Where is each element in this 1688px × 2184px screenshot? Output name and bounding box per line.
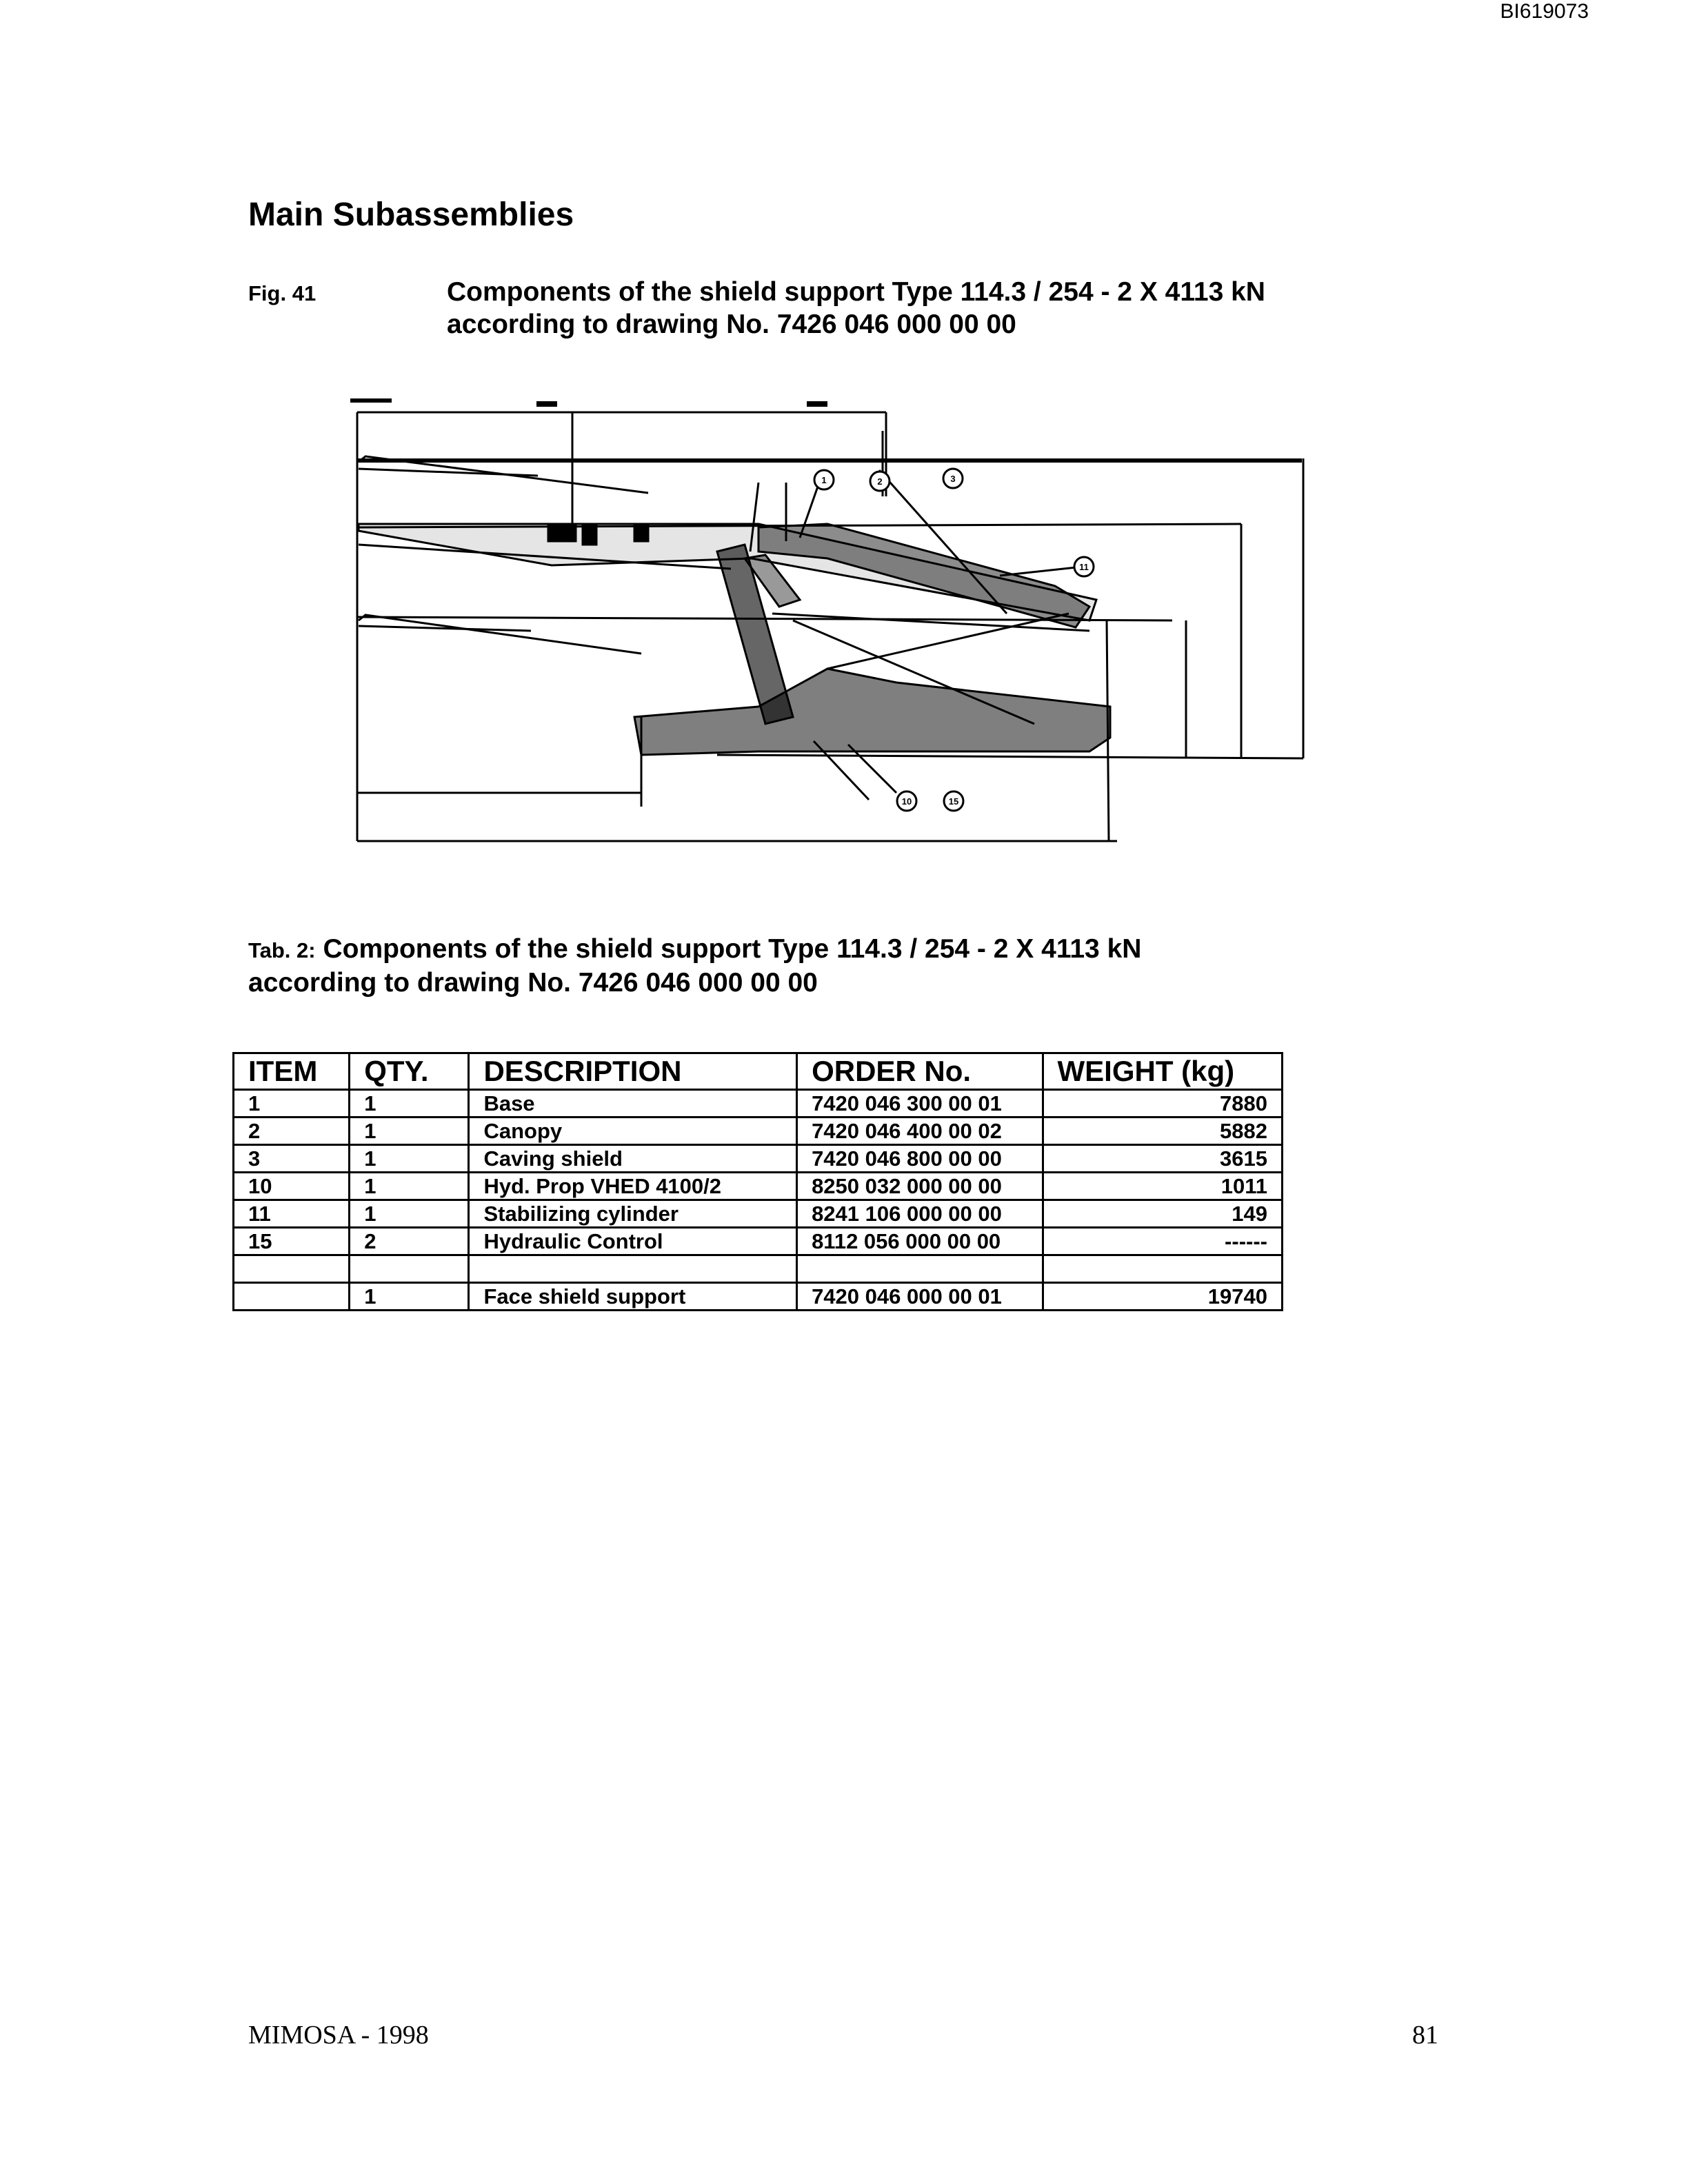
- cell-qty: 1: [350, 1090, 469, 1118]
- page-number: 81: [1412, 2021, 1438, 2050]
- table-row: [234, 1200, 1283, 1228]
- cell-item: [234, 1255, 350, 1283]
- cell-description: Face shield support: [469, 1283, 797, 1311]
- callout-11-label: 11: [1079, 562, 1089, 572]
- cell-description: [469, 1255, 797, 1283]
- table-row: [234, 1173, 1283, 1200]
- base-front-taper: [359, 615, 641, 654]
- table-row: [234, 1118, 1283, 1145]
- figure-caption-line-2: according to drawing No. 7426 046 000 00 00: [447, 310, 1016, 339]
- header-weight: WEIGHT (kg): [1043, 1053, 1282, 1090]
- header-item: ITEM: [234, 1053, 350, 1090]
- cell-item: 11: [234, 1200, 350, 1228]
- cell-qty: 1: [350, 1173, 469, 1200]
- callout-3-label: 3: [950, 474, 956, 484]
- table-row: [234, 1228, 1283, 1255]
- header-order-no: ORDER No.: [797, 1053, 1043, 1090]
- table-caption: [248, 933, 1141, 999]
- cell-item: 1: [234, 1090, 350, 1118]
- table-row-total: [234, 1283, 1283, 1311]
- cell-weight: 1011: [1043, 1173, 1282, 1200]
- floor-line: [717, 755, 1303, 758]
- cell-order-no: 7420 046 300 00 01: [797, 1090, 1043, 1118]
- table-caption-line-1: [248, 933, 1141, 967]
- cell-item: 2: [234, 1118, 350, 1145]
- dimension-label-mark: [350, 398, 392, 403]
- dimension-label-mark: [536, 401, 557, 407]
- dimension-label-mark: [807, 401, 827, 407]
- cell-qty: 1: [350, 1200, 469, 1228]
- cell-qty: 1: [350, 1283, 469, 1311]
- cell-item: 3: [234, 1145, 350, 1173]
- table-row: [234, 1090, 1283, 1118]
- lemniscate-link: [827, 614, 1069, 669]
- callout-leader: [1000, 567, 1083, 576]
- cell-weight: 19740: [1043, 1283, 1282, 1311]
- cell-order-no: 8241 106 000 00 00: [797, 1200, 1043, 1228]
- cell-qty: 1: [350, 1145, 469, 1173]
- figure-caption: [447, 276, 1265, 341]
- cell-description: Hyd. Prop VHED 4100/2: [469, 1173, 797, 1200]
- cell-item: [234, 1283, 350, 1311]
- cell-description: Canopy: [469, 1118, 797, 1145]
- footer-publisher: MIMOSA - 1998: [248, 2021, 429, 2050]
- callout-1-label: 1: [821, 475, 827, 485]
- table-header-row: [234, 1053, 1283, 1090]
- figure-label: Fig. 41: [248, 281, 316, 305]
- cell-description: Caving shield: [469, 1145, 797, 1173]
- callout-15-label: 15: [948, 796, 959, 807]
- section-title: Main Subassemblies: [248, 196, 574, 233]
- canopy-detail: [583, 524, 596, 545]
- cell-item: 15: [234, 1228, 350, 1255]
- cell-qty: 1: [350, 1118, 469, 1145]
- cell-weight: 7880: [1043, 1090, 1282, 1118]
- cell-order-no: [797, 1255, 1043, 1283]
- table-row: [234, 1145, 1283, 1173]
- cell-qty: 2: [350, 1228, 469, 1255]
- cell-order-no: 8112 056 000 00 00: [797, 1228, 1043, 1255]
- canopy-detail: [548, 524, 576, 541]
- cell-description: Base: [469, 1090, 797, 1118]
- cell-qty: [350, 1255, 469, 1283]
- table-caption-line-2: according to drawing No. 7426 046 000 00 00: [248, 968, 818, 998]
- cell-description: Hydraulic Control: [469, 1228, 797, 1255]
- caving-shield-body: [758, 524, 1089, 627]
- header-qty: QTY.: [350, 1053, 469, 1090]
- cell-weight: 5882: [1043, 1118, 1282, 1145]
- table-row-empty: [234, 1255, 1283, 1283]
- callout-10-label: 10: [901, 796, 912, 807]
- canopy-front-line: [359, 469, 538, 476]
- header-description: DESCRIPTION: [469, 1053, 797, 1090]
- cell-order-no: 7420 046 800 00 00: [797, 1145, 1043, 1173]
- cell-weight: 3615: [1043, 1145, 1282, 1173]
- canopy-detail: [634, 524, 648, 541]
- front-height-dimension: [1107, 620, 1109, 841]
- canopy-top-line: [357, 458, 1302, 463]
- base-body: [634, 669, 1110, 755]
- cell-order-no: 8250 032 000 00 00: [797, 1173, 1043, 1200]
- shield-support-drawing: [345, 393, 1324, 862]
- table-label: Tab. 2:: [248, 938, 316, 962]
- cell-weight: [1043, 1255, 1282, 1283]
- cell-order-no: 7420 046 400 00 02: [797, 1118, 1043, 1145]
- cell-order-no: 7420 046 000 00 01: [797, 1283, 1043, 1311]
- cell-weight: ------: [1043, 1228, 1282, 1255]
- table-caption-text: Components of the shield support Type 114.3 / 254 - 2 X 4113 kN: [323, 934, 1142, 964]
- document-id: BI619073: [1500, 0, 1589, 23]
- callout-2-label: 2: [877, 476, 883, 487]
- figure-caption-line-1: Components of the shield support Type 114.3 / 254 - 2 X 4113 kN: [447, 277, 1265, 307]
- components-table: [232, 1052, 1283, 1311]
- cell-item: 10: [234, 1173, 350, 1200]
- cell-weight: 149: [1043, 1200, 1282, 1228]
- cell-description: Stabilizing cylinder: [469, 1200, 797, 1228]
